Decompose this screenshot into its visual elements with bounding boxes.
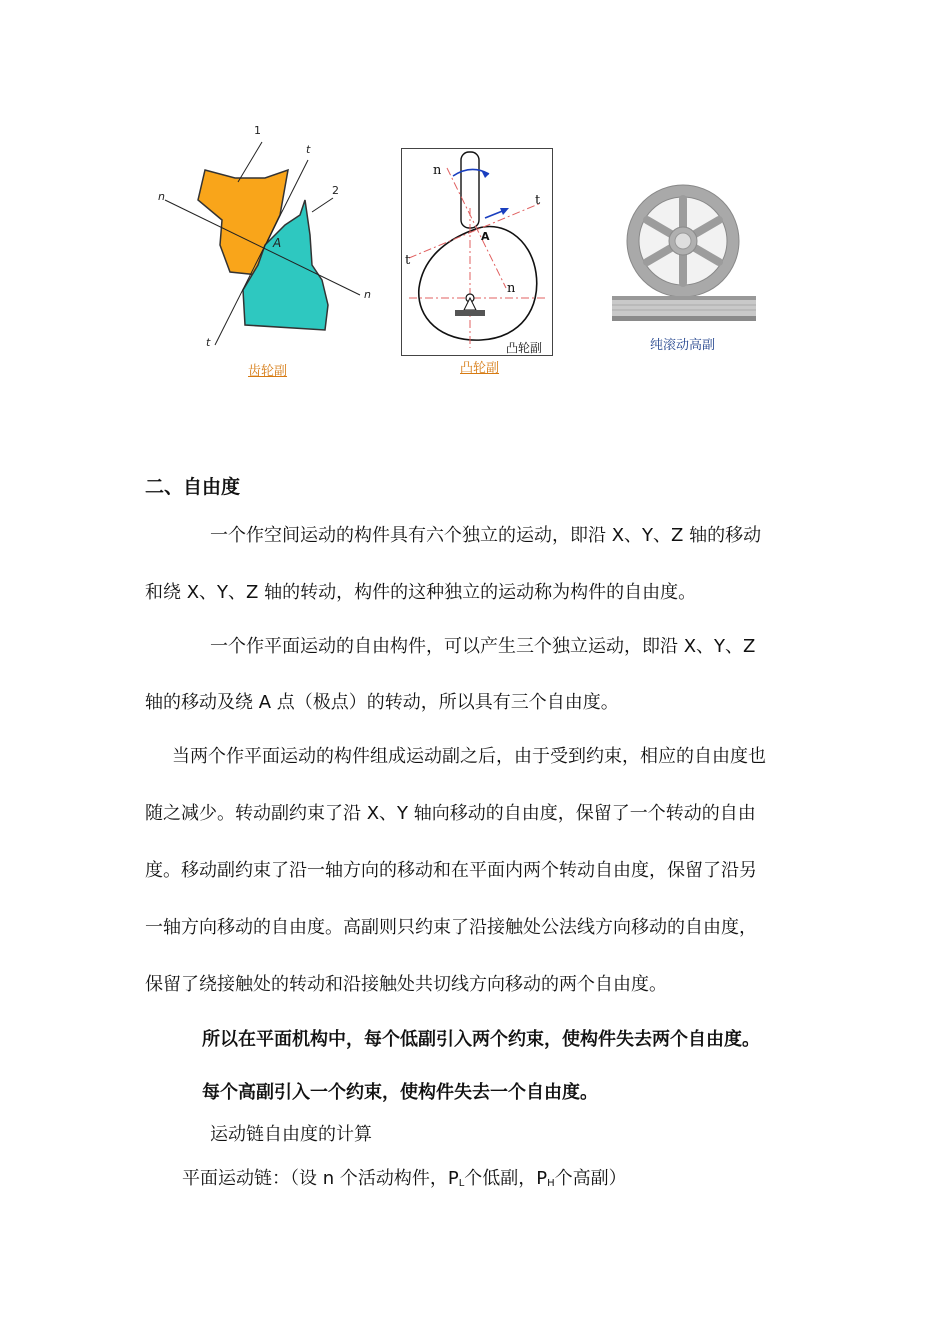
label-t-bottom: t [206, 336, 211, 349]
chain-definition [182, 1170, 627, 1193]
calc-title: 运动链自由度的计算 [210, 1124, 372, 1145]
cam-pair-caption[interactable]: 凸轮副 [460, 361, 500, 376]
paragraph-line: 一个作平面运动的自由构件，可以产生三个独立运动，即沿 X、Y、Z [210, 636, 756, 657]
rolling-pair-caption[interactable]: 纯滚动高副 [650, 338, 716, 353]
cam-inner-label: 凸轮副 [506, 341, 543, 355]
paragraph-line: 一个作空间运动的构件具有六个独立的运动，即沿 X、Y、Z 轴的移动 [210, 525, 762, 546]
label-t-top: t [306, 143, 311, 156]
label-n-bottom: n [507, 281, 516, 296]
paragraph-line: 轴的移动及绕 A 点（极点）的转动，所以具有三个自由度。 [145, 692, 619, 713]
paragraph-line: 一轴方向移动的自由度。高副则只约束了沿接触处公法线方向移动的自由度， [145, 917, 757, 938]
paragraph-line: 随之减少。转动副约束了沿 X、Y 轴向移动的自由度，保留了一个转动的自由 [145, 803, 756, 824]
label-t-right: t [535, 193, 541, 208]
bold-conclusion-line: 所以在平面机构中，每个低副引入两个约束，使构件失去两个自由度。 [202, 1029, 760, 1050]
label-part-1: 1 [254, 124, 261, 137]
paragraph-line: 和绕 X、Y、Z 轴的转动，构件的这种独立的运动称为构件的自由度。 [145, 582, 697, 603]
label-n-bottom: n [364, 288, 371, 301]
gear-pair-figure [150, 120, 380, 360]
rolling-pair-figure [610, 178, 760, 328]
label-t-left: t [405, 253, 411, 268]
section-heading: 二、自由度 [145, 476, 241, 498]
leader-2 [312, 198, 333, 212]
follower-rod [461, 152, 479, 228]
chain-sub-l: L [458, 1178, 465, 1189]
leader-1 [238, 142, 262, 182]
chain-mid: 个低副，P [464, 1168, 548, 1189]
bold-conclusion-line: 每个高副引入一个约束，使构件失去一个自由度。 [202, 1082, 598, 1103]
rail-bottom [612, 316, 756, 321]
label-point-a: A [273, 236, 282, 250]
chain-suffix: 个高副） [554, 1168, 627, 1189]
wheel-axle [675, 233, 691, 249]
cam-pair-figure [401, 148, 553, 357]
cam-ground [455, 310, 485, 316]
paragraph-line: 度。移动副约束了沿一轴方向的移动和在平面内两个转动自由度，保留了沿另 [145, 860, 757, 881]
rail-top [612, 296, 756, 300]
paragraph-line: 保留了绕接触处的转动和沿接触处共切线方向移动的两个自由度。 [145, 974, 667, 995]
chain-sub-h: H [547, 1178, 555, 1189]
chain-prefix: 平面运动链：（设 n 个活动构件，P [182, 1168, 459, 1189]
label-n-top: n [158, 190, 165, 203]
paragraph-line: 当两个作平面运动的构件组成运动副之后，由于受到约束，相应的自由度也 [172, 746, 766, 767]
label-point-a: A [481, 230, 490, 243]
rail-body [612, 300, 756, 316]
label-n-top: n [433, 163, 442, 178]
label-part-2: 2 [332, 184, 339, 197]
gear-pair-caption[interactable]: 齿轮副 [248, 364, 288, 379]
